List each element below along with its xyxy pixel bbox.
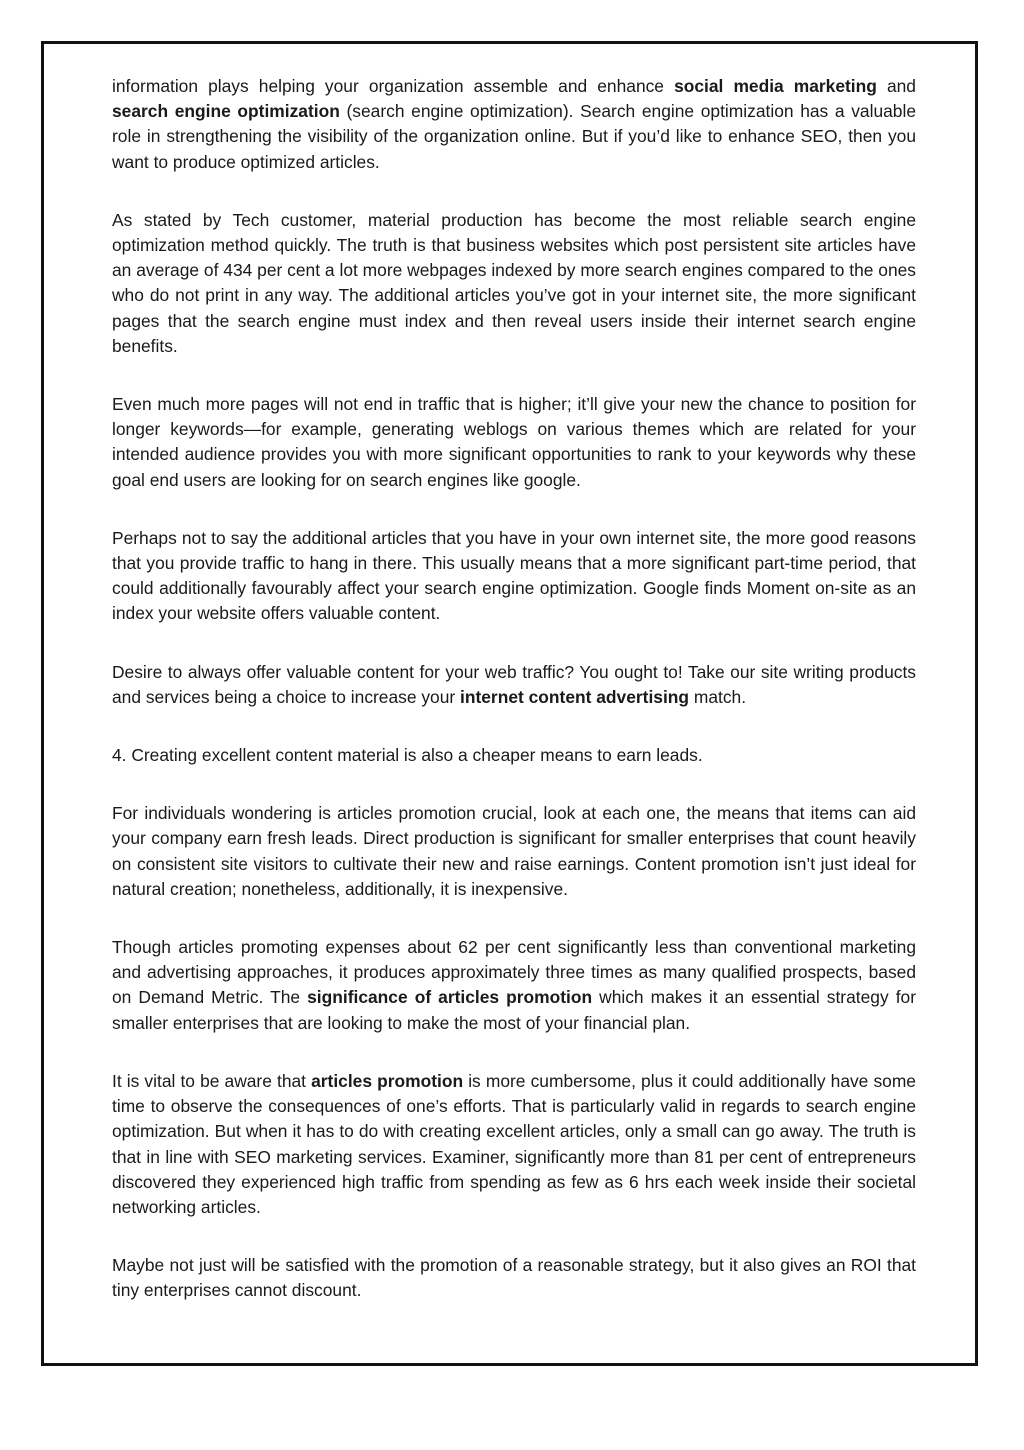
paragraph-text: As stated by Tech customer, material production has become the most reliable search engine optimization method quickly. The truth is that business websites which post persistent site articles have an average of 434 per cent a lot more webpages indexed by more search engines compared to the ones who do not print in any way. The additional articles you’ve got in your internet site, the more significant pages that the search engine must index and then reveal users inside their internet search engine benefits. <box>112 209 916 356</box>
page-frame <box>41 41 978 1366</box>
bold-phrase: significance of articles promotion <box>307 987 593 1008</box>
paragraph <box>112 392 916 493</box>
paragraph-text: Maybe not just will be satisfied with the promotion of a reasonable strategy, but it also gives an ROI that tiny enterprises cannot discount. <box>112 1255 916 1301</box>
paragraph <box>112 1253 916 1303</box>
paragraph-text: 4. Creating excellent content material is also a cheaper means to earn leads. <box>112 745 703 766</box>
paragraph <box>112 526 916 627</box>
bold-phrase: search engine optimization <box>112 101 340 122</box>
paragraph-text: Desire to always offer valuable content for your web traffic? You ought to! Take our site writing products and services being a choice to increase your <box>112 661 916 707</box>
paragraph <box>112 660 916 710</box>
document-body <box>112 74 916 1337</box>
paragraph-text: match. <box>689 686 747 707</box>
paragraph-text: It is vital to be aware that <box>112 1070 312 1091</box>
paragraph-text: Though articles promoting expenses about 62 per cent significantly less than conventional marketing and advertising approaches, it produces approximately three times as many qualified prospects, based on Demand Metric. The <box>112 937 916 1008</box>
paragraph <box>112 74 916 175</box>
bold-phrase: social media marketing <box>674 76 877 96</box>
paragraph-text: information plays helping your organization assemble and enhance <box>112 76 675 96</box>
paragraph-text: For individuals wondering is articles promotion crucial, look at each one, the means that items can aid your company earn fresh leads. Direct production is significant for smaller enterprises that count heavily on consistent site visitors to cultivate their new and raise earnings. Content promotion isn’t just ideal for natural creation; nonetheless, additionally, it is inexpensive. <box>112 803 916 899</box>
paragraph <box>112 1069 916 1220</box>
paragraph-text: (search engine optimization). Search engine optimization has a valuable role in strengthening the visibility of the organization online. But if you’d like to enhance SEO, then you want to produce optimized articles. <box>112 101 916 172</box>
paragraph <box>112 935 916 1036</box>
paragraph-text: Perhaps not to say the additional articles that you have in your own internet site, the more good reasons that you provide traffic to hang in there. This usually means that a more significant part-time period, that could additionally favourably affect your search engine optimization. Google finds Moment on-site as an index your website offers valuable content. <box>112 527 916 624</box>
paragraph-text: is more cumbersome, plus it could additionally have some time to observe the consequences of one’s efforts. That is particularly valid in regards to search engine optimization. But when it has to do with creating excellent articles, only a small can go away. The truth is that in line with SEO marketing services. Examiner, significantly more than 81 per cent of entrepreneurs discovered they experienced high traffic from spending as few as 6 hrs each week inside their societal networking articles. <box>112 1070 916 1217</box>
bold-phrase: articles promotion <box>311 1070 464 1091</box>
numbered-heading-paragraph <box>112 743 916 768</box>
paragraph-text: and <box>876 76 916 96</box>
paragraph-text: which makes it an essential strategy for smaller enterprises that are looking to make the most of your financial plan. <box>112 987 916 1033</box>
paragraph-text: Even much more pages will not end in traffic that is higher; it’ll give your new the chance to position for longer keywords—for example, generating weblogs on various themes which are related for your intended audience provides you with more significant opportunities to rank to your keywords why these goal end users are looking for on search engines like google. <box>112 394 916 490</box>
paragraph <box>112 208 916 359</box>
paragraph <box>112 801 916 902</box>
bold-phrase: internet content advertising <box>460 686 690 707</box>
